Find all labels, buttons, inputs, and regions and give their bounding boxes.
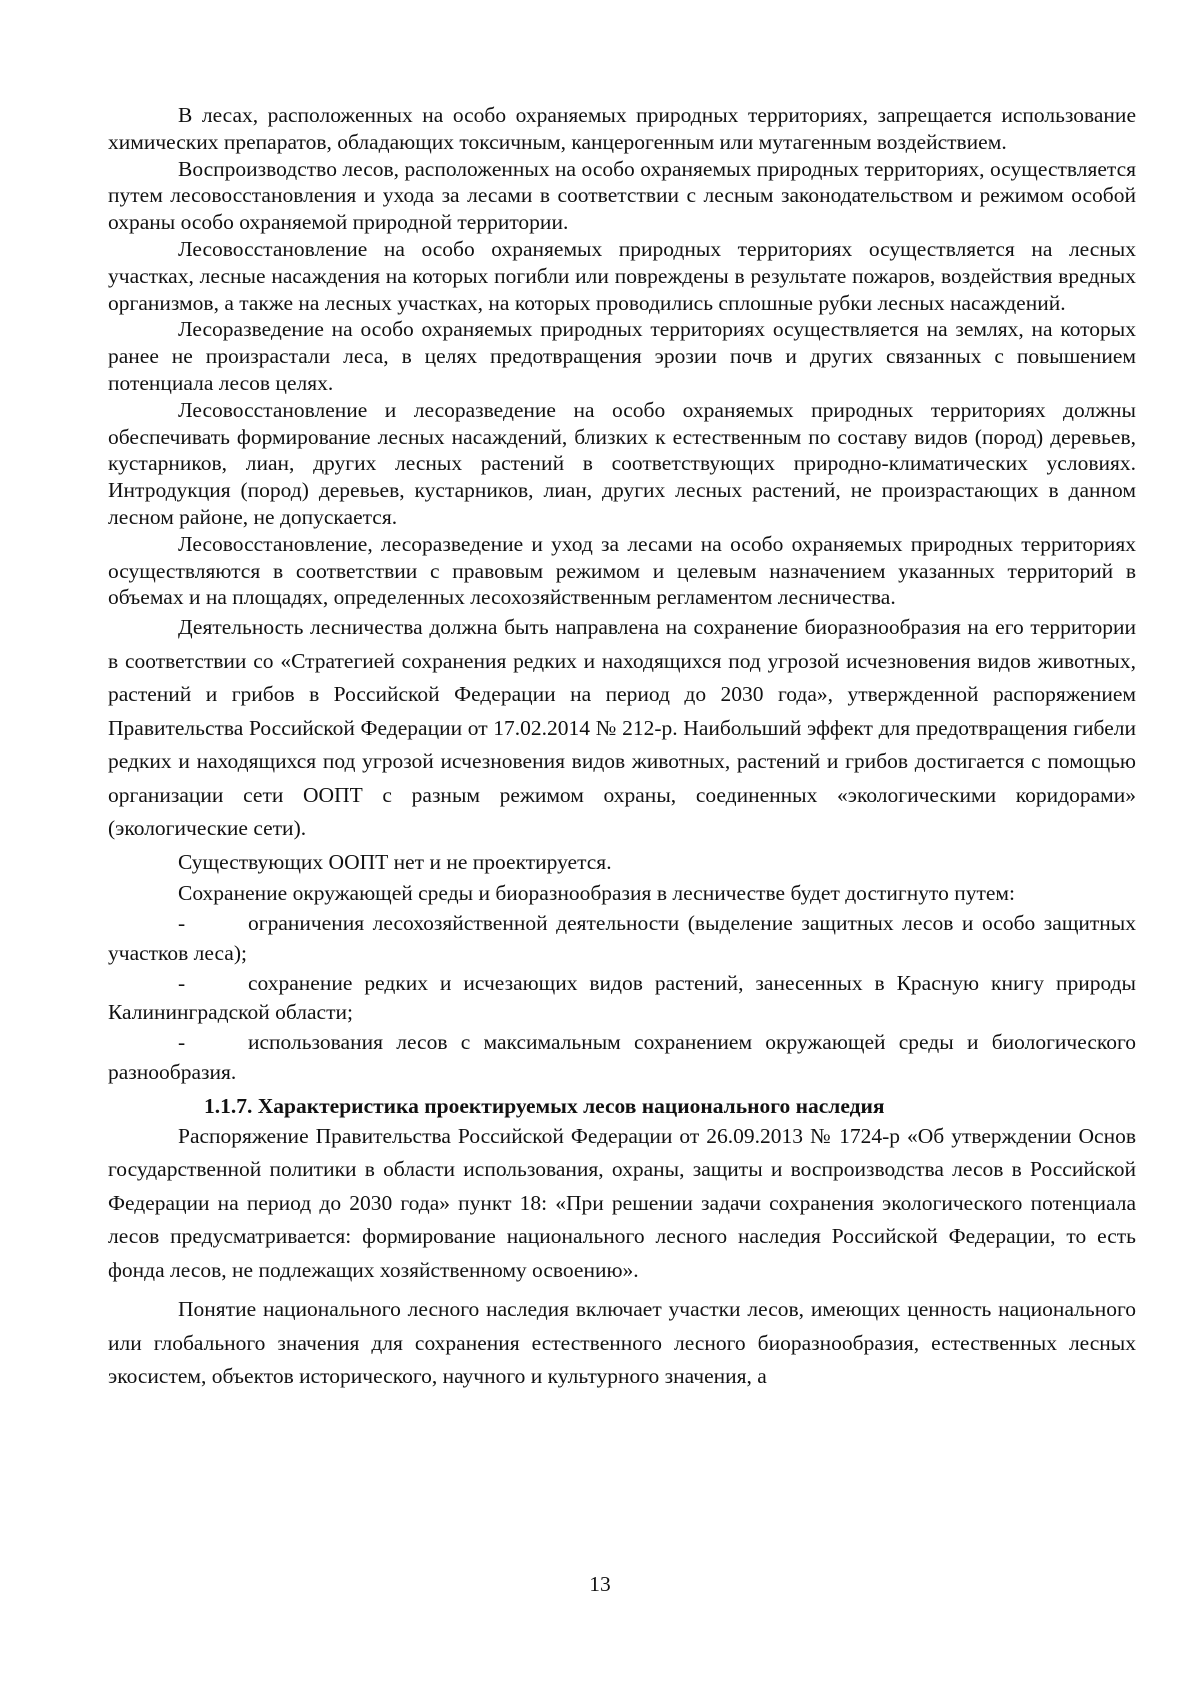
paragraph-reproduction: Воспроизводство лесов, расположенных на особо охраняемых природных территориях, осуществляется путем лесовосстановления и ухода за лесами в соответствии с лесным законодательством и режимом особой охраны особо охраняемой природной территории. <box>108 156 1136 235</box>
paragraph-reforestation: Лесовосстановление на особо охраняемых природных территориях осуществляется на лесных участках, лесные насаждения на которых погибли или повреждены в результате пожаров, воздействия вредных организмов, а также на лесных участках, на которых проводились сплошные рубки лесных насаждений. <box>108 236 1136 315</box>
paragraph-preservation-intro: Сохранение окружающей среды и биоразнообразия в лесничестве будет достигнуто путем: <box>178 881 1015 906</box>
paragraph-regime: Лесовосстановление, лесоразведение и уход за лесами на особо охраняемых природных территориях осуществляются в соответствии с правовым режимом и целевым назначением указанных территорий в объемах и на площадях, определенных лесохозяйственным регламентом лесничества. <box>108 531 1136 610</box>
paragraph-national-heritage: Понятие национального лесного наследия включает участки лесов, имеющих ценность национального или глобального значения для сохранения естественного лесного биоразнообразия, естественных лесных экосистем, объектов исторического, научного и культурного значения, а <box>108 1297 1136 1389</box>
paragraph-introduction: Лесовосстановление и лесоразведение на особо охраняемых природных территориях должны обеспечивать формирование лесных насаждений, близких к естественным по составу видов (пород) деревьев, кустарников, лиан, других лесных растений в соответствующих природно-климатических условиях. Интродукция (пород) деревьев, кустарников, лиан, других лесных растений, не произрастающих в данном лесном районе, не допускается. <box>108 397 1136 529</box>
section-heading: 1.1.7. Характеристика проектируемых лесов национального наследия <box>204 1093 885 1118</box>
list-dash: - <box>178 1030 186 1055</box>
paragraph-chemicals: В лесах, расположенных на особо охраняемых природных территориях, запрещается использование химических препаратов, обладающих токсичным, канцерогенным или мутагенным воздействием. <box>108 103 1136 154</box>
list-dash: - <box>178 970 186 995</box>
list-item-text: ограничения лесохозяйственной деятельности (выделение защитных лесов и особо защитных участков леса); <box>108 910 1136 965</box>
document-page <box>108 102 1136 1394</box>
paragraph-biodiversity-strategy: Деятельность лесничества должна быть направлена на сохранение биоразнообразия на его территории в соответствии со «Стратегией сохранения редких и находящихся под угрозой исчезновения видов животных, растений и грибов в Российской Федерации на период до 2030 года», утвержденной распоряжением Правительства Российской Федерации от 17.02.2014 № 212-р. Наибольший эффект для предотвращения гибели редких и находящихся под угрозой исчезновения видов животных, растений и грибов достигается с помощью организации сети ООПТ с разным режимом охраны, соединенных «экологическими коридорами» (экологические сети). <box>108 615 1136 841</box>
list-item-text: сохранение редких и исчезающих видов растений, занесенных в Красную книгу природы Калининградской области; <box>108 970 1136 1025</box>
list-item <box>108 969 1136 1029</box>
list-item <box>108 909 1136 969</box>
page-number: 13 <box>589 1572 611 1596</box>
list-item-text: использования лесов с максимальным сохранением окружающей среды и биологического разнообразия. <box>108 1030 1136 1084</box>
paragraph-no-protected-areas: Существующих ООПТ нет и не проектируется. <box>178 849 612 874</box>
paragraph-afforestation: Лесоразведение на особо охраняемых природных территориях осуществляется на землях, на которых ранее не произрастали леса, в целях предотвращения эрозии почв и других связанных с повышением потенциала лесов целях. <box>108 317 1136 395</box>
list-item <box>108 1028 1136 1088</box>
list-dash: - <box>178 910 186 935</box>
paragraph-decree: Распоряжение Правительства Российской Федерации от 26.09.2013 № 1724-р «Об утверждении Основ государственной политики в области использования, охраны, защиты и воспроизводства лесов в Российской Федерации на период до 2030 года» пункт 18: «При решении задачи сохранения экологического потенциала лесов предусматривается: формирование национального лесного наследия Российской Федерации, то есть фонда лесов, не подлежащих хозяйственному освоению». <box>108 1123 1136 1282</box>
